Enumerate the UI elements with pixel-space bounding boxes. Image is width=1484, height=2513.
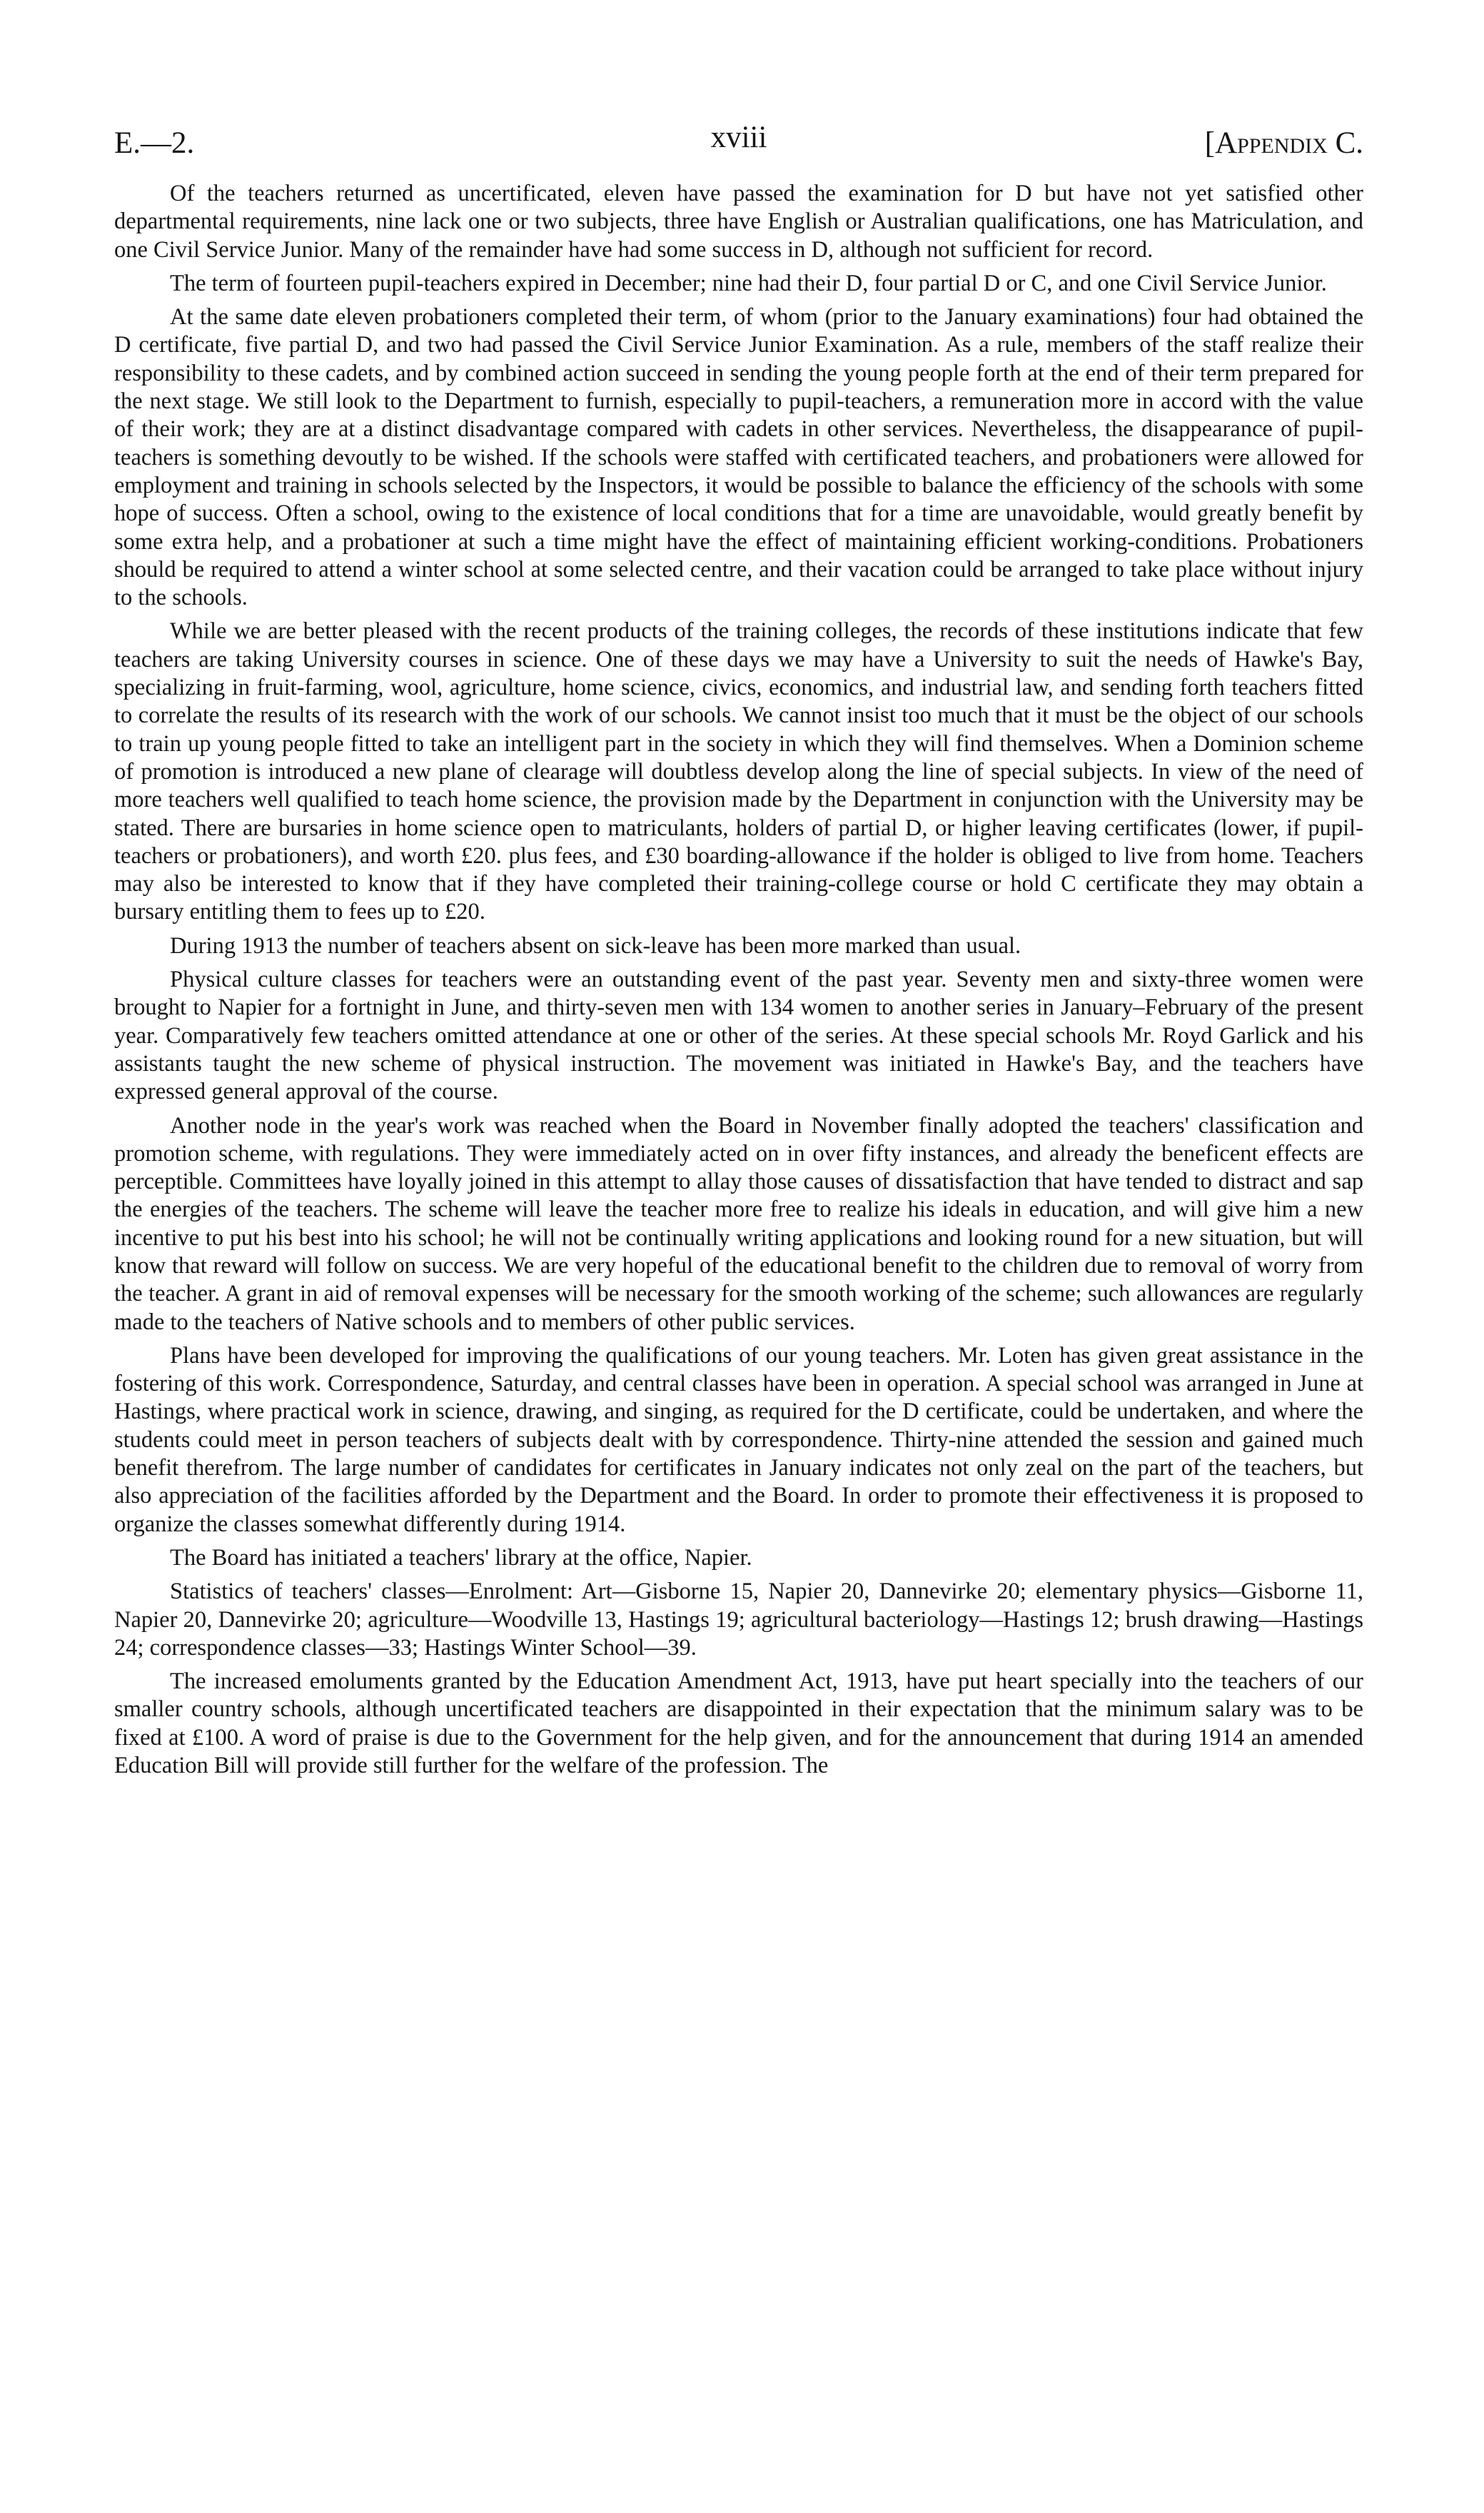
paragraph-teachers-library: The Board has initiated a teachers' library at the office, Napier. <box>170 1544 752 1571</box>
paragraph-physical-culture: Physical culture classes for teachers were an outstanding event of the past year. Seventy men and sixty-three women were brought to Napier for a fortnight in June, and thirty-seven men with 134 women to another series in January–February of the present year. Comparatively few teachers omitted attendance at one or other of the series. At these special schools Mr. Royd Garlick and his assistants taught the new scheme of physical instruction. The movement was initiated in Hawke's Bay, and the teachers have expressed general approval of the course. <box>114 967 1363 1105</box>
paragraph-probationers: At the same date eleven probationers completed their term, of whom (prior to the January examinations) four had obtained the D certificate, five partial D, and two had passed the Civil Service Junior Examination. As a rule, members of the staff realize their responsibility to these cadets, and by combined action succeed in sending the young people forth at the end of their term prepared for the next stage. We still look to the Department to furnish, especially to pupil-teachers, a remuneration more in accord with the value of their work; they are at a distinct disadvantage compared with cadets in other services. Nevertheless, the disappearance of pupil-teachers is something devoutly to be wished. If the schools were staffed with certificated teachers, and probationers were allowed for employment and training in schools selected by the Inspectors, it would be possible to balance the efficiency of the schools with some hope of success. Often a school, owing to the existence of local conditions that for a time are unavoidable, would greatly benefit by some extra help, and a probationer at such a time might have the effect of maintaining efficient working-conditions. Probationers should be required to attend a winter school at some selected centre, and their vacation could be arranged to take place without injury to the schools. <box>114 304 1363 611</box>
paragraph-pupil-teachers: The term of fourteen pupil-teachers expired in December; nine had their D, four partial D or C, and one Civil Service Junior. <box>170 270 1327 296</box>
page-header <box>114 120 1363 170</box>
report-code: E.—2. <box>114 126 195 160</box>
appendix-label: [Appendix C. <box>1204 126 1363 160</box>
paragraph-emoluments: The increased emoluments granted by the Education Amendment Act, 1913, have put heart specially into the teachers of our smaller country schools, although uncertificated teachers are disappointed in their expectation that the minimum salary was to be fixed at £100. A word of praise is due to the Government for the help given, and for the announcement that during 1914 an amended Education Bill will provide still further for the welfare of the profession. The <box>114 1668 1363 1779</box>
document-body <box>114 180 1363 1780</box>
paragraph-classification-scheme: Another node in the year's work was reached when the Board in November finally adopted the teachers' classification and promotion scheme, with regulations. They were immediately acted on in over fifty instances, and already the beneficent effects are perceptible. Committees have loyally joined in this attempt to allay those causes of dissatisfaction that have tended to distract and sap the energies of the teachers. The scheme will leave the teacher more free to realize his ideals in education, and will give him a new incentive to put his best into his school; he will not be continually writing applications and looking round for a new situation, but will know that reward will follow on success. We are very hopeful of the educational benefit to the children due to removal of worry from the teacher. A grant in aid of removal expenses will be necessary for the smooth working of the scheme; such allowances are regularly made to the teachers of Native schools and to members of other public services. <box>114 1112 1363 1335</box>
page-number: xviii <box>710 121 767 154</box>
paragraph-qualification-plans: Plans have been developed for improving the qualifications of our young teachers. Mr. Loten has given great assistance in the fostering of this work. Correspondence, Saturday, and central classes have been in operation. A special school was arranged in June at Hastings, where practical work in science, drawing, and singing, as required for the D certificate, could be undertaken, and where the students could meet in person teachers of subjects dealt with by correspondence. Thirty-nine attended the session and gained much benefit therefrom. The large number of candidates for certificates in January indicates not only zeal on the part of the teachers, but also appreciation of the facilities afforded by the Department and the Board. In order to promote their effectiveness it is proposed to organize the classes somewhat differently during 1914. <box>114 1342 1363 1537</box>
document-page <box>114 120 1363 1786</box>
paragraph-class-statistics: Statistics of teachers' classes—Enrolment: Art—Gisborne 15, Napier 20, Dannevirke 20; elementary physics—Gisborne 11, Napier 20, Dannevirke 20; agriculture—Woodville 13, Hastings 19; agricultural bacteriology—Hastings 12; brush drawing—Hastings 24; correspondence classes—33; Hastings Winter School—39. <box>114 1578 1363 1661</box>
paragraph-training-colleges: While we are better pleased with the recent products of the training colleges, the records of these institutions indicate that few teachers are taking University courses in science. One of these days we may have a University to suit the needs of Hawke's Bay, specializing in fruit-farming, wool, agriculture, home science, civics, economics, and industrial law, and sending forth teachers fitted to correlate the results of its research with the work of our schools. We cannot insist too much that it must be the object of our schools to train up young people fitted to take an intelligent part in the society in which they will find themselves. When a Dominion scheme of promotion is introduced a new plane of clearage will doubtless develop along the line of special subjects. In view of the need of more teachers well qualified to teach home science, the provision made by the Department in conjunction with the University may be stated. There are bursaries in home science open to matriculants, holders of partial D, or higher leaving certificates (lower, if pupil-teachers or probationers), and worth £20. plus fees, and £30 boarding-allowance if the holder is obliged to live from home. Teachers may also be interested to know that if they have completed their training-college course or hold C certificate they may obtain a bursary entitling them to fees up to £20. <box>114 618 1363 925</box>
paragraph-uncertificated-teachers: Of the teachers returned as uncertificated, eleven have passed the examination for D but have not yet satisfied other departmental requirements, nine lack one or two subjects, three have English or Australian qualifications, one has Matriculation, and one Civil Service Junior. Many of the remainder have had some success in D, although not sufficient for record. <box>114 181 1363 263</box>
paragraph-sick-leave: During 1913 the number of teachers absent on sick-leave has been more marked than usual. <box>170 932 1021 959</box>
